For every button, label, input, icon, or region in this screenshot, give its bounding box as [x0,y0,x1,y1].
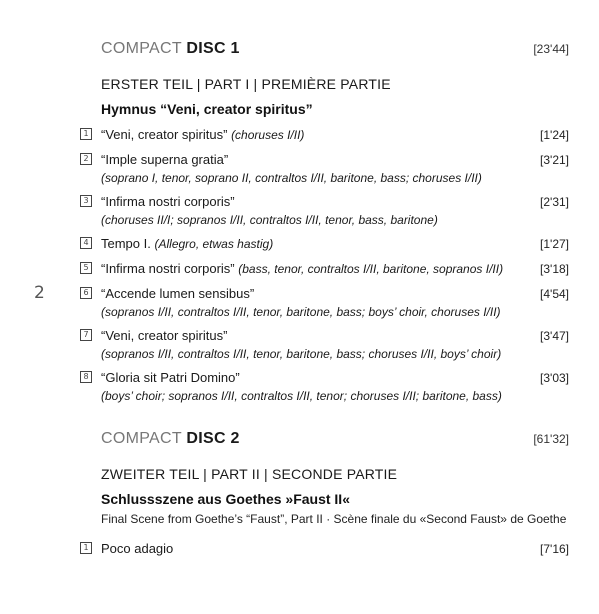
disc-2-part-label: ZWEITER TEIL | PART II | SECONDE PARTIE [101,466,398,482]
track-duration: [2'31] [540,195,569,209]
disc-1-part-label: ERSTER TEIL | PART I | PREMIÈRE PARTIE [101,76,391,92]
track-duration: [3'18] [540,262,569,276]
disc-1-number: DISC 1 [186,40,240,57]
track-body [101,235,521,253]
track-detail: (bass, tenor, contraltos I/II, baritone, sopranos I/II) [238,262,504,276]
track-title: “Imple superna gratia” [101,152,229,167]
track-detail: (boys’ choir; sopranos I/II, contraltos I/II, tenor; choruses I/II; baritone, bass) [101,389,502,403]
disc-1-work-title: Hymnus “Veni, creator spiritus” [101,101,313,117]
track-body [101,193,521,229]
track-number-box: 1 [80,128,92,140]
page-number: 2 [34,283,45,303]
track-body [101,151,521,187]
track-number-box: 3 [80,195,92,207]
track-duration: [1'27] [540,237,569,251]
track-number-box: 7 [80,329,92,341]
track-title: “Veni, creator spiritus” [101,328,228,343]
disc-2-number: DISC 2 [186,430,240,447]
track-detail: (sopranos I/II, contraltos I/II, tenor, baritone, bass; choruses I/II, boys’ choir) [101,347,502,361]
track-duration: [7'16] [540,542,569,556]
track-duration: [3'21] [540,153,569,167]
track-body [101,126,521,144]
disc-2-work-title: Schlussszene aus Goethes »Faust II« [101,491,350,507]
track-body [101,327,521,363]
track-detail: (sopranos I/II, contraltos I/II, tenor, baritone, bass; boys’ choir, choruses I/II) [101,305,501,319]
track-duration: [4'54] [540,287,569,301]
track-body [101,285,521,321]
track-title: “Gloria sit Patri Domino” [101,370,240,385]
track-number-box: 6 [80,287,92,299]
track-number-box: 1 [80,542,92,554]
disc-1-duration: [23'44] [533,42,569,56]
track-detail: (choruses II/I; sopranos I/II, contraltos I/II, tenor, bass, baritone) [101,213,438,227]
disc-2-prefix: COMPACT [101,430,182,447]
track-body [101,369,521,405]
track-title: Tempo I. [101,236,151,251]
disc-1-header [101,40,569,58]
track-duration: [3'03] [540,371,569,385]
track-body [101,540,521,558]
track-number-box: 2 [80,153,92,165]
track-number-box: 4 [80,237,92,249]
track-title: “Infirma nostri corporis” [101,194,235,209]
track-title: “Infirma nostri corporis” [101,261,235,276]
disc-1-prefix: COMPACT [101,40,182,57]
track-number-box: 5 [80,262,92,274]
track-detail: (Allegro, etwas hastig) [154,237,274,251]
disc-2-header [101,430,569,448]
track-body [101,260,531,278]
track-duration: [1'24] [540,128,569,142]
track-detail: (choruses I/II) [231,128,305,142]
track-duration: [3'47] [540,329,569,343]
disc-2-work-subtitle: Final Scene from Goethe’s “Faust”, Part II · Scène finale du «Second Faust» de Goethe [101,512,567,526]
disc-2-title [101,430,240,448]
track-title: “Veni, creator spiritus” [101,127,228,142]
track-number-box: 8 [80,371,92,383]
disc-2-duration: [61'32] [533,432,569,446]
track-detail: (soprano I, tenor, soprano II, contraltos I/II, baritone, bass; choruses I/II) [101,171,482,185]
track-title: “Accende lumen sensibus” [101,286,255,301]
track-title: Poco adagio [101,541,174,556]
disc-1-title [101,40,240,58]
